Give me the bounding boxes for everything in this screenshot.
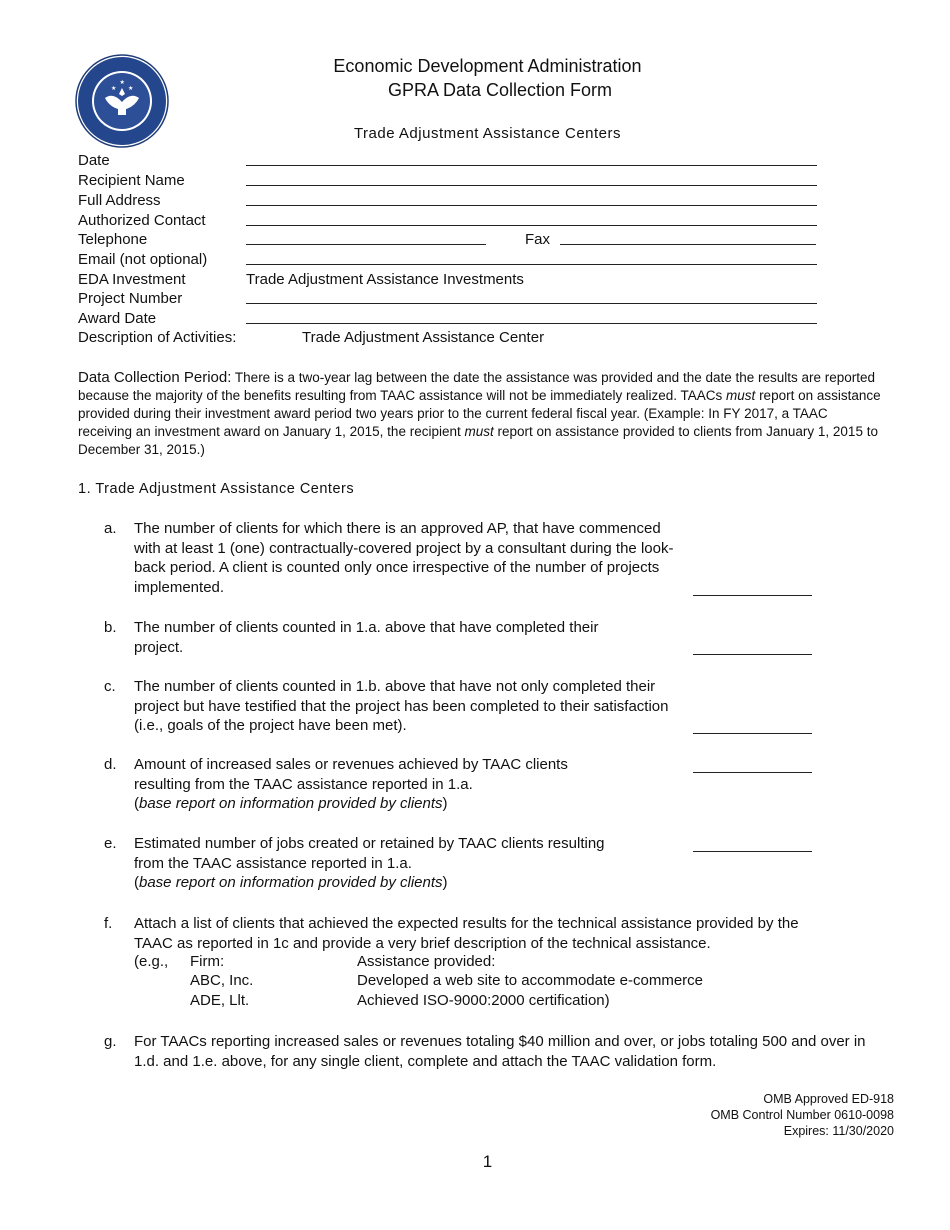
- field-label: Email (not optional): [78, 251, 208, 268]
- must-emphasis: must: [726, 388, 756, 403]
- field-label: Recipient Name: [78, 172, 185, 189]
- authorized-contact-line[interactable]: [246, 225, 817, 226]
- item-letter: e.: [104, 835, 117, 852]
- item-note: base report on information provided by clients: [139, 874, 443, 891]
- form-subtitle: Trade Adjustment Assistance Centers: [353, 125, 622, 142]
- fax-label: Fax: [525, 231, 551, 248]
- period-lead: Data Collection Period:: [78, 369, 232, 386]
- item-text-wrap: Estimated number of jobs created or retained by TAAC clients resulting from the TAAC assistance reported in 1.a. (base report on information provided by clients): [134, 835, 605, 891]
- field-label: Telephone: [78, 231, 148, 248]
- period-text: report on assistance provided to clients from January 1, 2015 to December 31, 2015.): [78, 424, 878, 457]
- item-text: Estimated number of jobs created or retained by TAAC clients resulting from the TAAC assistance reported in 1.a.: [134, 835, 605, 872]
- form-title: Economic Development Administration: [333, 56, 642, 76]
- field-label: Authorized Contact: [78, 212, 206, 229]
- svg-text:★: ★: [119, 80, 125, 86]
- item-letter: f.: [104, 915, 113, 932]
- item-text: Attach a list of clients that achieved the expected results for the technical assistance provided by the TAAC as reported in 1c and provide a very brief description of the technical assistance.: [134, 915, 799, 952]
- field-label: Project Number: [78, 290, 183, 307]
- svg-text:★: ★: [111, 86, 117, 92]
- item-letter: c.: [104, 678, 116, 695]
- date-line[interactable]: [246, 165, 817, 166]
- item-text: For TAACs reporting increased sales or revenues totaling $40 million and over, or jobs totaling 500 and over in 1.d. and 1.e. above, for any single client, complete and attach the TAAC validation form.: [134, 1033, 866, 1070]
- description-value: Trade Adjustment Assistance Center: [302, 329, 545, 346]
- svg-text:★: ★: [128, 86, 134, 92]
- page-number: 1: [482, 1152, 493, 1171]
- example-firm-header: Firm:: [190, 953, 225, 970]
- omb-expires: Expires: 11/30/2020: [783, 1124, 894, 1138]
- field-label: Description of Activities:: [78, 329, 237, 346]
- period-text: report on assistance provided during their investment award period two years prior to the current federal fiscal year. (Example: In FY 2017, a TAAC receiving an investment award on January 1, 2015, the recipient: [78, 388, 881, 439]
- award-date-line[interactable]: [246, 323, 817, 324]
- data-collection-period: [78, 369, 884, 459]
- example-assist-header: Assistance provided:: [357, 953, 496, 970]
- example-assist-1: Developed a web site to accommodate e-commerce: [357, 972, 703, 989]
- example-assist-2: Achieved ISO-9000:2000 certification): [357, 992, 610, 1009]
- item-letter: g.: [104, 1033, 117, 1050]
- item-note: base report on information provided by clients: [139, 795, 443, 812]
- item-text: The number of clients for which there is an approved AP, that have commenced with at least 1 (one) contractually-covered project by a consultant during the look-back period. A client is counted only once irrespective of the number of projects implemented.: [134, 520, 674, 596]
- omb-approved: OMB Approved ED-918: [763, 1092, 894, 1106]
- item-text: The number of clients counted in 1.a. above that have completed their project.: [134, 619, 599, 656]
- field-label: Date: [78, 152, 110, 169]
- project-number-line[interactable]: [246, 303, 817, 304]
- recipient-name-line[interactable]: [246, 185, 817, 186]
- full-address-line[interactable]: [246, 205, 817, 206]
- example-eg: (e.g.,: [134, 953, 169, 970]
- answer-c-line[interactable]: [693, 733, 812, 734]
- omb-control-number: OMB Control Number 0610-0098: [710, 1108, 894, 1122]
- email-line[interactable]: [246, 264, 817, 265]
- item-text: Amount of increased sales or revenues achieved by TAAC clients resulting from the TAAC assistance reported in 1.a.: [134, 756, 568, 793]
- field-label: EDA Investment: [78, 271, 186, 288]
- field-label: Award Date: [78, 310, 157, 327]
- answer-a-line[interactable]: [693, 595, 812, 596]
- period-text: There is a two-year lag between the date the assistance was provided and the date the results are reported because the majority of the benefits resulting from TAAC assistance will not be immediately realized. TAACs: [78, 370, 876, 403]
- item-letter: b.: [104, 619, 117, 636]
- item-text-wrap: Amount of increased sales or revenues achieved by TAAC clients resulting from the TAAC assistance reported in 1.a. (base report on information provided by clients): [134, 756, 568, 812]
- fax-line[interactable]: [560, 244, 816, 245]
- answer-e-line[interactable]: [693, 851, 812, 852]
- example-firm-1: ABC, Inc.: [190, 972, 254, 989]
- answer-d-line[interactable]: [693, 772, 812, 773]
- field-label: Full Address: [78, 192, 161, 209]
- eda-investment-value: Trade Adjustment Assistance Investments: [246, 271, 524, 288]
- telephone-line[interactable]: [246, 244, 486, 245]
- item-letter: a.: [104, 520, 117, 537]
- item-text: The number of clients counted in 1.b. above that have not only completed their project but have testified that the project has been completed to their satisfaction (i.e., goals of the project have been met).: [134, 678, 669, 734]
- answer-b-line[interactable]: [693, 654, 812, 655]
- must-emphasis: must: [464, 424, 494, 439]
- section-heading: 1. Trade Adjustment Assistance Centers: [78, 481, 355, 497]
- form-title-line2: GPRA Data Collection Form: [387, 80, 613, 100]
- item-letter: d.: [104, 756, 117, 773]
- example-firm-2: ADE, Llt.: [190, 992, 250, 1009]
